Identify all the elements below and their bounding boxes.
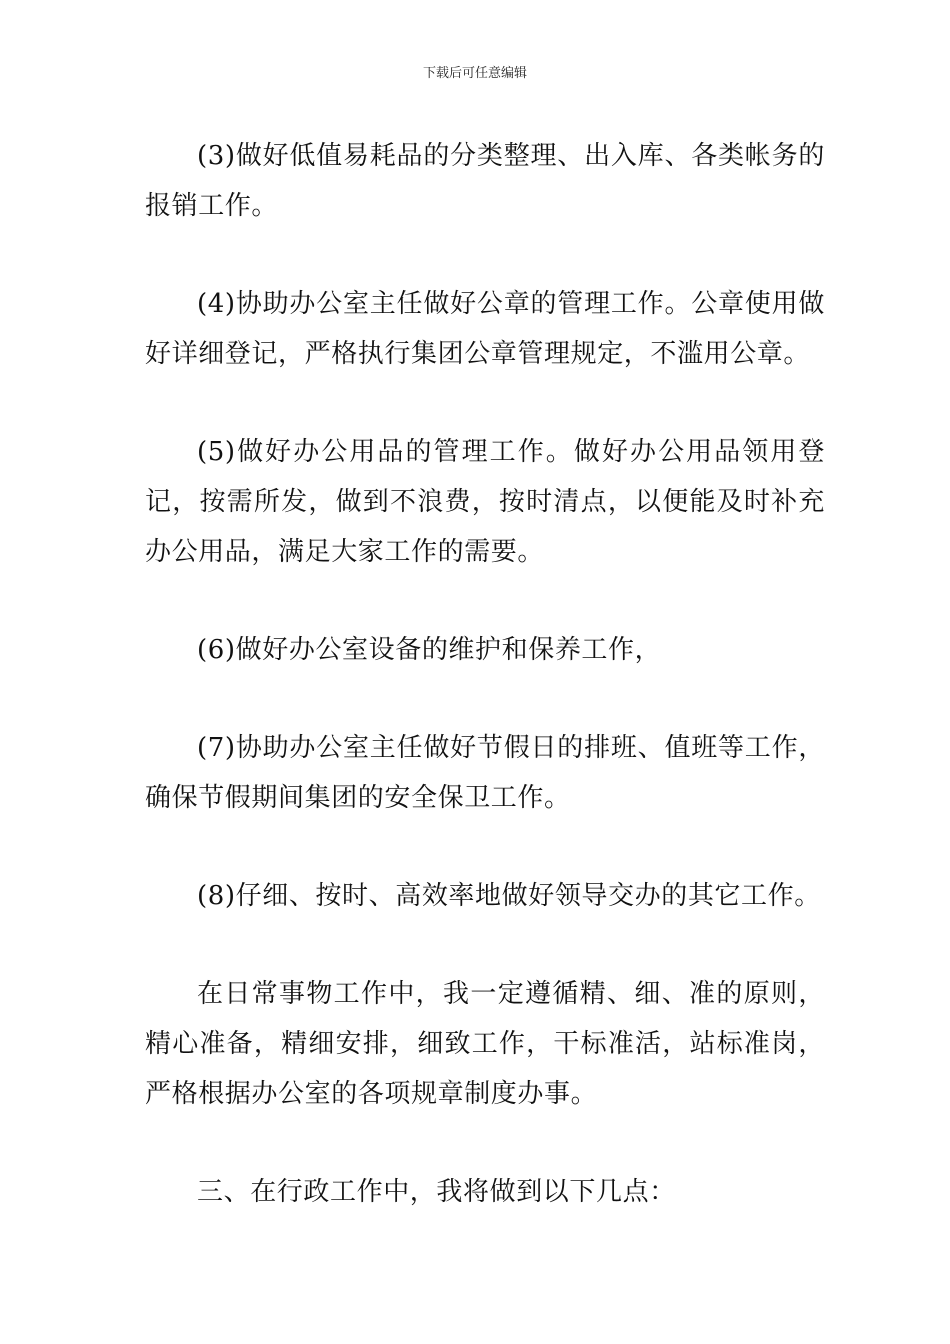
paragraph-spacer [145, 379, 825, 427]
page-header-note: 下载后可任意编辑 [422, 66, 527, 81]
paragraph-spacer [145, 921, 825, 969]
paragraph-spacer [145, 1119, 825, 1167]
paragraph-spacer [145, 231, 825, 279]
document-body [145, 131, 825, 1217]
paragraph-item-7: (7)协助办公室主任做好节假日的排班、值班等工作，确保节假期间集团的安全保卫工作。 [145, 733, 825, 813]
paragraph-item-3: (3)做好低值易耗品的分类整理、出入库、各类帐务的报销工作。 [145, 141, 825, 221]
paragraph-item-8: (8)仔细、按时、高效率地做好领导交办的其它工作。 [197, 881, 821, 911]
paragraph-item-5: (5)做好办公用品的管理工作。做好办公用品领用登记，按需所发，做到不浪费，按时清点，以便能及时补充办公用品，满足大家工作的需要。 [145, 437, 825, 567]
paragraph-spacer [145, 823, 825, 871]
section-heading-admin-work: 三、在行政工作中，我将做到以下几点： [197, 1177, 676, 1207]
paragraph-daily-work: 在日常事物工作中，我一定遵循精、细、准的原则，精心准备，精细安排，细致工作，干标准活，站标准岗，严格根据办公室的各项规章制度办事。 [145, 979, 825, 1109]
paragraph-spacer [145, 675, 825, 723]
paragraph-item-6: (6)做好办公室设备的维护和保养工作， [197, 635, 662, 665]
paragraph-spacer [145, 577, 825, 625]
paragraph-item-4: (4)协助办公室主任做好公章的管理工作。公章使用做好详细登记，严格执行集团公章管理规定，不滥用公章。 [145, 289, 825, 369]
